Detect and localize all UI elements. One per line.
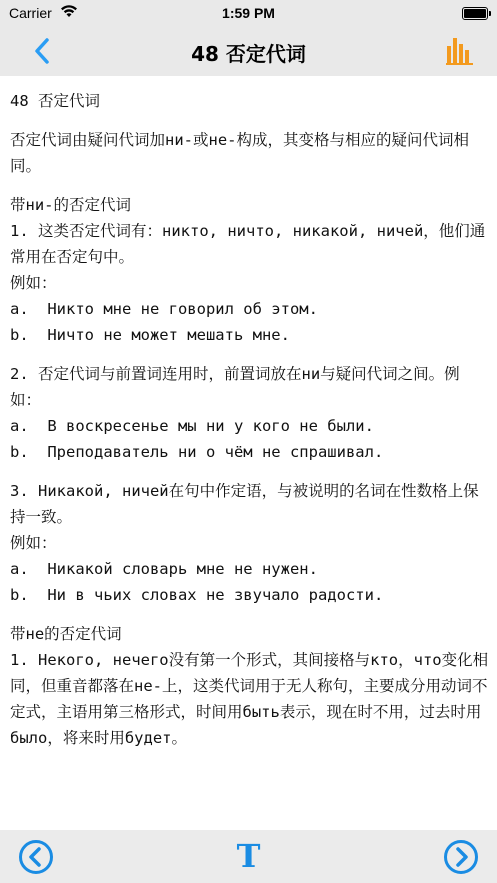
example-line: a. Никто мне не говорил об этом.	[10, 300, 318, 318]
next-button[interactable]	[443, 839, 479, 875]
font-size-button[interactable]: T	[236, 837, 261, 875]
example-line: b. Ничто не может мешать мне.	[10, 326, 290, 344]
section-heading-ni: 带ни-的否定代词	[10, 196, 131, 214]
rule-3-text: 3. Никакой, ничей在句中作定语，与被说明的名词在性数格上保持一致。	[10, 482, 479, 526]
example-line: b. Преподаватель ни о чём не спрашивал.	[10, 443, 384, 461]
page-title: 48 否定代词	[191, 42, 306, 66]
navigation-bar	[0, 26, 497, 76]
status-bar	[0, 0, 497, 26]
rule-1-text: 1. 这类否定代词有：никто, ничто, никакой, ничей，他们通常用在否定句中。	[10, 222, 486, 266]
rule-2-text: 2. 否定代词与前置词连用时，前置词放在ни与疑问代词之间。例如：	[10, 365, 460, 409]
circle-chevron-right-icon	[443, 839, 479, 875]
carrier-label: Carrier	[9, 5, 52, 21]
section-heading-ne: 带не的否定代词	[10, 625, 122, 643]
intro-paragraph: 否定代词由疑问代词加ни-或не-构成，其变格与相应的疑问代词相同。	[10, 131, 469, 175]
example-line: a. В воскресенье мы ни у кого не были.	[10, 417, 374, 435]
example-label: 例如：	[10, 274, 57, 292]
statistics-button[interactable]	[445, 36, 475, 66]
example-line: a. Никакой словарь мне не нужен.	[10, 560, 318, 578]
battery-icon	[462, 7, 488, 20]
example-label: 例如：	[10, 534, 57, 552]
status-time: 1:59 PM	[222, 5, 275, 21]
rule-ne-1-text: 1. Некого, нечего没有第一个形式，其间接格与кто，что变化相同，但重音都落在не-上，这类代词用于无人称句，主要成分用动词不定式，主语用第三格形式，时间用быть表示，现在时不用，过去时用было，将来时用будет。	[10, 651, 489, 747]
lesson-heading: 48 否定代词	[10, 92, 100, 110]
lesson-content	[10, 88, 490, 751]
bottom-toolbar	[0, 830, 497, 883]
example-line: b. Ни в чьих словах не звучало радости.	[10, 586, 384, 604]
bar-chart-icon	[445, 36, 475, 66]
